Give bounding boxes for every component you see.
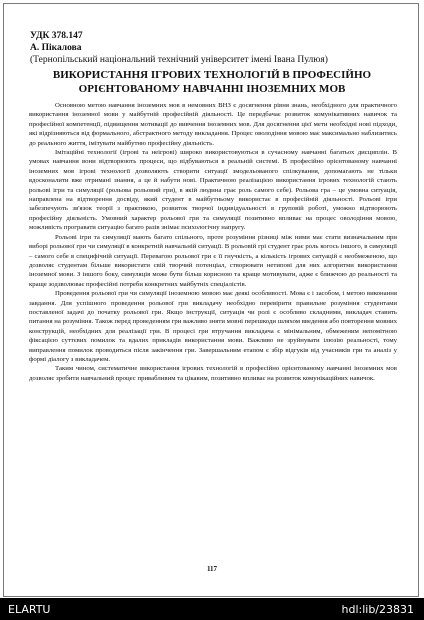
article-title xyxy=(40,68,384,96)
repository-footer xyxy=(0,598,424,620)
paragraph-4: Проведення рольової гри чи симуляції іноземною мовою має деякі особливості. Мова є і засобом, і метою виконання завдання. Для успішного проведення рольової гри викладачу необхідно перевірити правильне розуміння студентами поставленої задачі до початку рольової гри. Якщо інструкції, ситуація чи ролі є особливо складними, викладач ставить питання на розуміння. Також перед проведенням гри важливо зняти мовні перешкоди шляхом введення або повторення мовних конструкцій, необхідних для реалізації гри. В процесі гри втручання викладача є мінімальним, обмеженим непомітною фіксацією суттєвих помилок та вдалих прикладів використання мови. Важливо не зруйнувати ілюзію реальності, тому виправлення помилок проводиться після закінчення гри. Завершальним етапом є збір відгуків від учасників гри та аналіз у формі діалогу з викладачем. xyxy=(29,290,397,363)
repository-name: ELARTU xyxy=(8,603,51,616)
title-line-1: ВИКОРИСТАННЯ ІГРОВИХ ТЕХНОЛОГІЙ В ПРОФЕСІЙНО xyxy=(52,69,372,81)
author-affiliation: (Тернопільський національний технічний університет імені Івана Пулюя) xyxy=(30,55,328,65)
page-number: 117 xyxy=(206,565,218,573)
udk-code: УДК 378.147 xyxy=(30,31,83,41)
paragraph-5: Таким чином, систематичне використання ігрових технологій в професійно орієнтованому навчанні іноземних мов дозволяє зробити навчальний процес привабливим та цікавим, позитивно впливає на розвиток комунікаційних навичок. xyxy=(29,365,397,382)
paragraph-1: Основною метою навчання іноземних мов в немовних ВНЗ є досягнення рівня знань, необхідного для практичного використання іноземної мови у майбутній професійній діяльності. Це передбачає розвиток комунікативних навичок та професійної компетенції, підвищення мотивації до вивчення іноземних мов. Для досягнення цієї мети необхідні нові підходи, які відрізняються від формального, абстрактного методу викладання. Процес оволодіння мовою має максимально наблизитись до реального життя, імітувати майбутню професійну діяльність. xyxy=(29,102,397,147)
article-body xyxy=(29,101,397,383)
author-name: А. Пікалова xyxy=(30,43,82,53)
paragraph-2: Імітаційні технології (ігрові та неігрові) широко використовуються в сучасному навчанні багатьох дисциплін. В умовах навчання вони відтворюють процеси, що відбуваються в реальній системі. В професійно орієнтованому навчанні іноземних мов ігрові технології дозволяють створити ситуації змодельованого спілкування, допомагають не тільки вдосконалити вже отримані знання, а це й набути нові. Практичною реалізацією використання ігрових технологій стають рольові ігри та симуляції (рольова рольовий гри), в якій людина грає роль самого себе). Рольова гра – це умовна ситуація, направлена на відтворення досвіду, який студент в майбутньому використає в професійній діяльності. Рольові ігри забезпечують зв'язок теорії з практикою, розвиток творчої індивідуальності в груповій роботі, уможно відтворюють професійну діяльність. Умовний характер рольової гри та симуляції позитивно впливає на процес оволодіння мовою, можливість програвати ситуацію багато разів знімає психологічну напругу. xyxy=(29,149,397,232)
title-line-2: ОРІЄНТОВАНОМУ НАВЧАННІ ІНОЗЕМНИХ МОВ xyxy=(78,83,346,95)
paragraph-3: Рольові ігри та симуляції мають багато спільного, проте розуміння різниці між ними має стати визначальним при виборі рольової гри чи симуляції в конкретній навчальній ситуації. В рольовій грі студент грає роль когось іншого, в симуляції – самого себе в специфічній ситуації. Перевагою рольової гри є її гнучкість, а кількість ігрових ситуацій є необмеженою, що дозволяє студентам більше використати свій творчий потенціал, створювати нетипові для них алгоритми використання іноземної мови. З іншого боку, симуляція може бути більш корисною та краще мотивувати, адже є ближчою до реальності та краще зодзволюває професійні потреби конкретних майбутніх спеціалістів. xyxy=(29,233,397,288)
header xyxy=(30,30,400,66)
handle-id: hdl:lib/23831 xyxy=(341,603,414,616)
